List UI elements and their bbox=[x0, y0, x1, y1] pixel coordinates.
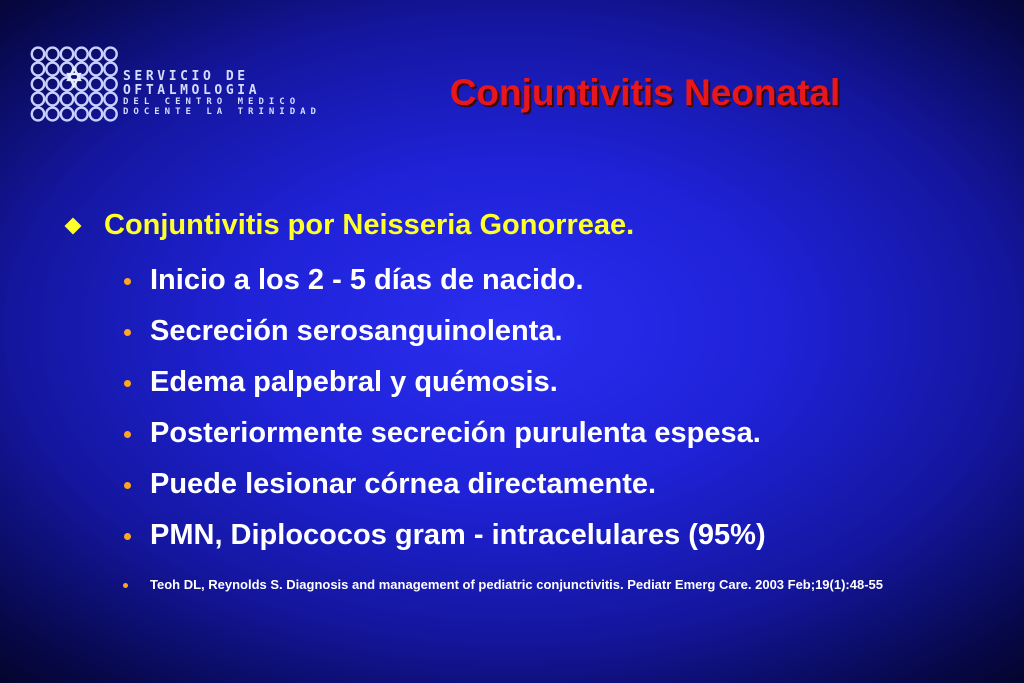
bullet-dot-icon bbox=[124, 278, 131, 285]
logo-ring bbox=[32, 63, 44, 76]
logo-ring bbox=[90, 78, 102, 91]
logo-ring bbox=[46, 93, 58, 106]
logo-ring bbox=[90, 63, 102, 76]
logo-ring bbox=[104, 93, 116, 106]
sub-bullet-text: PMN, Diplococos gram - intracelulares (95%) bbox=[150, 519, 766, 551]
main-bullet-text: Conjuntivitis por Neisseria Gonorreae. bbox=[104, 209, 635, 241]
logo-ring bbox=[61, 108, 73, 121]
sub-bullet-text: Inicio a los 2 - 5 días de nacido. bbox=[150, 264, 584, 296]
slide-title: Conjuntivitis Neonatal bbox=[449, 72, 841, 113]
logo-line-2: OFTALMOLOGIA bbox=[123, 83, 261, 98]
logo-ring bbox=[75, 108, 87, 121]
sub-bullet-text: Edema palpebral y quémosis. bbox=[150, 366, 558, 398]
logo-ring bbox=[61, 48, 73, 61]
sub-bullet bbox=[62, 408, 992, 459]
logo-line-1: SERVICIO DE bbox=[123, 69, 249, 84]
logo-ring bbox=[46, 78, 58, 91]
logo-ring bbox=[75, 48, 87, 61]
bullet-dot-icon bbox=[124, 380, 131, 387]
logo-ring bbox=[61, 93, 73, 106]
logo bbox=[30, 44, 330, 126]
slide-content bbox=[62, 205, 992, 561]
reference-text: Teoh DL, Reynolds S. Diagnosis and management of pediatric conjunctivitis. Pediatr Emerg Care. 2003 Feb;19(1):48-55 bbox=[150, 577, 884, 592]
sub-bullet-text: Puede lesionar córnea directamente. bbox=[150, 468, 657, 500]
sub-bullet bbox=[62, 306, 992, 357]
bullet-dot-icon bbox=[123, 583, 128, 588]
logo-ring bbox=[46, 108, 58, 121]
sub-bullet-text: Posteriormente secreción purulenta espesa. bbox=[150, 417, 761, 449]
logo-ring bbox=[46, 48, 58, 61]
logo-ring bbox=[104, 78, 116, 91]
logo-ring bbox=[32, 48, 44, 61]
logo-line-4: DOCENTE LA TRINIDAD bbox=[123, 107, 321, 117]
diamond-bullet-icon bbox=[65, 218, 82, 235]
logo-ring bbox=[32, 108, 44, 121]
sub-bullet-list bbox=[62, 255, 992, 561]
circles-grid-star-icon bbox=[30, 44, 120, 126]
logo-ring bbox=[104, 63, 116, 76]
reference-citation bbox=[150, 576, 930, 594]
logo-ring bbox=[104, 48, 116, 61]
sub-bullet bbox=[62, 459, 992, 510]
bullet-dot-icon bbox=[124, 431, 131, 438]
main-bullet bbox=[62, 205, 992, 245]
logo-ring bbox=[104, 108, 116, 121]
sub-bullet bbox=[62, 510, 992, 561]
logo-line-3: DEL CENTRO MEDICO bbox=[123, 97, 301, 107]
bullet-dot-icon bbox=[124, 533, 131, 540]
bullet-dot-icon bbox=[124, 329, 131, 336]
logo-ring bbox=[90, 93, 102, 106]
bullet-dot-icon bbox=[124, 482, 131, 489]
logo-ring bbox=[75, 93, 87, 106]
sub-bullet-text: Secreción serosanguinolenta. bbox=[150, 315, 563, 347]
sub-bullet bbox=[62, 255, 992, 306]
logo-ring bbox=[32, 93, 44, 106]
logo-ring bbox=[90, 48, 102, 61]
sub-bullet bbox=[62, 357, 992, 408]
logo-ring bbox=[32, 78, 44, 91]
logo-ring bbox=[46, 63, 58, 76]
logo-ring bbox=[90, 108, 102, 121]
